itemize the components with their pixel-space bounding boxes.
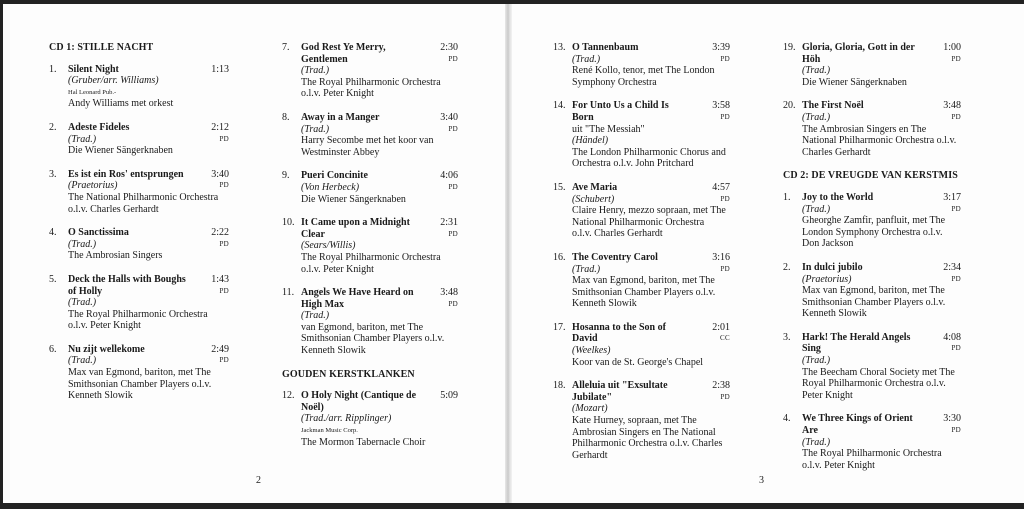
track-entry <box>282 287 458 357</box>
track-details <box>301 390 458 448</box>
track-number: 12. <box>282 390 295 402</box>
track-entry <box>783 332 961 402</box>
track-number: 1. <box>783 191 791 203</box>
track-title: The Coventry Carol <box>572 251 658 263</box>
track-entry <box>282 112 458 158</box>
track-duration: 3:30 <box>943 413 961 425</box>
track-duration: 3:58 <box>712 100 730 112</box>
track-composer: (Trad.) <box>572 53 601 65</box>
track-details <box>802 413 961 471</box>
track-details <box>68 169 229 215</box>
rights-code: PD <box>219 134 229 143</box>
track-number: 15. <box>553 181 566 193</box>
track-number: 8. <box>282 111 290 123</box>
track-details <box>802 262 961 320</box>
track-entry <box>282 42 458 100</box>
track-details <box>572 380 730 461</box>
track-number: 3. <box>49 168 57 180</box>
track-duration: 4:06 <box>440 170 458 182</box>
track-title: Pueri Concinite <box>301 170 368 182</box>
rights-code: PD <box>219 181 229 190</box>
track-composer: (Händel) <box>572 135 609 147</box>
track-entry <box>783 262 961 320</box>
track-title: Away in a Manger <box>301 111 380 123</box>
track-performer: The Royal Philharmonic Orchestra o.l.v. Peter Knight <box>802 448 942 471</box>
track-performer: Claire Henry, mezzo sopraan, met The National Philharmonic Orchestra o.l.v. Charles Gerhardt <box>572 205 726 240</box>
track-title: Es ist ein Ros' entsprungen <box>68 168 184 180</box>
track-composer: (Trad.) <box>68 297 97 309</box>
track-duration: 3:17 <box>943 191 961 203</box>
rights-code: PD <box>448 182 458 191</box>
track-performer: The Ambrosian Singers <box>68 250 163 262</box>
rights-code: PD <box>720 54 730 63</box>
rights-code: PD <box>448 299 458 308</box>
track-details <box>802 42 961 88</box>
track-duration: 1:13 <box>211 63 229 75</box>
track-number: 2. <box>783 261 791 273</box>
track-details <box>572 42 730 88</box>
track-details <box>68 122 229 157</box>
track-duration: 2:31 <box>440 217 458 229</box>
track-composer: (Trad.) <box>68 355 97 367</box>
track-title: Joy to the World <box>802 191 874 203</box>
track-composer: (Trad.) <box>301 123 330 135</box>
track-composer: (Trad.) <box>802 65 831 77</box>
track-composer: (Trad./arr. Ripplinger) <box>301 413 392 425</box>
track-performer: Die Wiener Sängerknaben <box>802 76 907 88</box>
track-duration: 1:00 <box>943 42 961 53</box>
track-duration: 3:40 <box>440 111 458 123</box>
track-composer: (Trad.) <box>301 310 330 322</box>
track-details <box>301 217 458 275</box>
track-title: O Holy Night (Cantique de Noël) <box>301 390 417 413</box>
track-entry <box>553 42 730 88</box>
scan-border-left <box>0 0 3 509</box>
track-entry <box>783 192 961 250</box>
track-entry <box>49 344 229 402</box>
track-number: 1. <box>49 63 57 75</box>
page-number-right: 3 <box>759 475 764 486</box>
tracklist-column-3 <box>553 42 730 473</box>
rights-code: PD <box>448 54 458 63</box>
track-details <box>572 322 730 368</box>
track-performer: The Beecham Choral Society met The Royal Philharmonic Orchestra o.l.v. Peter Knight <box>802 366 955 401</box>
rights-code: PD <box>720 194 730 203</box>
track-details <box>301 170 458 205</box>
track-details <box>68 64 229 110</box>
track-performer: Gheorghe Zamfir, panfluit, met The London Symphony Orchestra o.l.v. Don Jackson <box>802 215 946 250</box>
track-details <box>802 332 961 402</box>
track-duration: 2:49 <box>211 343 229 355</box>
track-performer: Koor van de St. George's Chapel <box>572 356 704 368</box>
track-performer: Max van Egmond, bariton, met The Smithsonian Chamber Players o.l.v. Kenneth Slowik <box>572 275 716 310</box>
track-entry <box>282 390 458 448</box>
track-details <box>68 274 229 332</box>
track-entry <box>49 227 229 262</box>
rights-code: PD <box>951 274 961 283</box>
track-duration: 2:01 <box>712 321 730 333</box>
track-number: 5. <box>49 273 57 285</box>
track-composer: (Trad.) <box>572 263 601 275</box>
track-performer: Max van Egmond, bariton, met The Smithsonian Chamber Players o.l.v. Kenneth Slowik <box>68 367 212 402</box>
track-number: 11. <box>282 287 295 299</box>
track-performer: The Royal Philharmonic Orchestra o.l.v. Peter Knight <box>68 308 208 332</box>
track-details <box>68 227 229 262</box>
track-composer: (Weelkes) <box>572 345 611 357</box>
track-duration: 3:16 <box>712 251 730 263</box>
rights-code: PD <box>219 356 229 365</box>
track-details <box>572 182 730 240</box>
track-performer: Max van Egmond, bariton, met The Smithsonian Chamber Players o.l.v. Kenneth Slowik <box>802 285 946 320</box>
track-composer: (Gruber/arr. Williams) <box>68 75 159 87</box>
track-entry <box>282 170 458 205</box>
track-composer: (Von Herbeck) <box>301 181 360 193</box>
track-entry <box>783 413 961 471</box>
track-title: Adeste Fideles <box>68 121 130 133</box>
track-title: Ave Maria <box>572 181 618 193</box>
track-details <box>301 42 458 100</box>
track-duration: 2:30 <box>440 42 458 53</box>
track-number: 4. <box>783 413 791 425</box>
rights-code: PD <box>720 264 730 273</box>
tracklist-column-4 <box>783 42 961 483</box>
track-performer: Die Wiener Sängerknaben <box>68 145 173 157</box>
rights-code: PD <box>951 54 961 63</box>
track-performer: The Ambrosian Singers en The National Philharmonic Orchestra o.l.v. Charles Gerhardt <box>802 123 957 158</box>
track-number: 17. <box>553 321 566 333</box>
track-details <box>301 112 458 158</box>
track-composer: (Trad.) <box>802 111 831 123</box>
booklet-gutter <box>505 4 512 503</box>
scan-border-bottom <box>0 503 1024 509</box>
track-performer: René Kollo, tenor, met The London Symphony Orchestra <box>572 65 715 88</box>
track-title: The First Noël <box>802 100 864 112</box>
track-composer: (Mozart) <box>572 403 608 415</box>
track-number: 16. <box>553 251 566 263</box>
track-duration: 3:40 <box>211 168 229 180</box>
track-duration: 3:48 <box>440 287 458 299</box>
track-title: Angels We Have Heard on High Max <box>301 287 414 310</box>
track-entry <box>553 380 730 461</box>
rights-code: PD <box>951 204 961 213</box>
track-duration: 5:09 <box>440 390 458 402</box>
track-entry <box>49 122 229 157</box>
track-duration: 2:34 <box>943 261 961 273</box>
track-title: Silent Night <box>68 63 119 75</box>
rights-code: PD <box>951 344 961 353</box>
track-title: Deck the Halls with Boughs of Holly <box>68 273 186 297</box>
track-number: 10. <box>282 217 295 229</box>
track-performer: The London Philharmonic Chorus and Orchestra o.l.v. John Pritchard <box>572 146 726 170</box>
track-entry <box>49 64 229 110</box>
track-details <box>68 344 229 402</box>
rights-code: PD <box>219 239 229 248</box>
track-entry <box>282 217 458 275</box>
track-number: 9. <box>282 170 290 182</box>
track-performer: The Mormon Tabernacle Choir <box>301 436 426 448</box>
tracklist-column-1 <box>49 42 229 414</box>
rights-code: PD <box>720 112 730 121</box>
track-publisher: Jackman Music Corp. <box>301 427 358 435</box>
track-details <box>301 287 458 357</box>
track-title: God Rest Ye Merry, Gentlemen <box>301 42 386 65</box>
track-composer: (Schubert) <box>572 193 615 205</box>
track-details <box>802 192 961 250</box>
track-publisher: Hal Leonard Pub.- <box>68 88 117 96</box>
track-performer: The Royal Philharmonic Orchestra o.l.v. Peter Knight <box>301 251 441 275</box>
track-composer: (Trad.) <box>802 436 831 448</box>
track-entry <box>553 252 730 310</box>
track-number: 18. <box>553 380 566 392</box>
rights-code: PD <box>720 392 730 401</box>
track-composer: (Praetorius) <box>68 180 118 192</box>
track-entry <box>49 274 229 332</box>
track-number: 2. <box>49 121 57 133</box>
track-title: For Unto Us a Child Is Born <box>572 100 669 123</box>
track-duration: 3:48 <box>943 100 961 112</box>
track-title: We Three Kings of Orient Are <box>802 413 913 437</box>
track-number: 3. <box>783 331 791 343</box>
track-performer: Die Wiener Sängerknaben <box>301 193 406 205</box>
track-number: 19. <box>783 42 796 53</box>
track-performer: Harry Secombe met het koor van Westminster Abbey <box>301 135 434 158</box>
track-entry <box>553 100 730 170</box>
track-title: Hark! The Herald Angels Sing <box>802 331 911 355</box>
track-title: It Came upon a Midnight Clear <box>301 217 410 240</box>
track-performer: van Egmond, bariton, met The Smithsonian Chamber Players o.l.v. Kenneth Slowik <box>301 321 445 357</box>
section-heading: GOUDEN KERSTKLANKEN <box>282 368 415 380</box>
track-number: 6. <box>49 343 57 355</box>
track-title: In dulci jubilo <box>802 261 863 273</box>
track-entry <box>553 322 730 368</box>
track-title: O Tannenbaum <box>572 42 639 53</box>
rights-code: CC <box>720 334 730 343</box>
track-title: Gloria, Gloria, Gott in der Höh <box>802 42 915 65</box>
track-duration: 3:39 <box>712 42 730 53</box>
track-title: Nu zijt wellekome <box>68 343 145 355</box>
track-composer: (Trad.) <box>68 133 97 145</box>
section-heading: CD 2: DE VREUGDE VAN KERSTMIS <box>783 170 958 182</box>
track-entry <box>553 182 730 240</box>
scan-border-top <box>0 0 1024 4</box>
track-composer: (Trad.) <box>802 355 831 367</box>
track-composer: (Sears/Willis) <box>301 240 356 252</box>
track-details <box>572 100 730 170</box>
track-composer: (Trad.) <box>802 203 831 215</box>
track-duration: 4:08 <box>943 331 961 343</box>
track-composer: (Praetorius) <box>802 273 852 285</box>
track-entry <box>49 169 229 215</box>
track-number: 20. <box>783 100 796 112</box>
track-composer: (Trad.) <box>68 238 97 250</box>
track-subtitle: uit "The Messiah" <box>572 123 645 135</box>
track-details <box>802 100 961 158</box>
track-title: Alleluia uit "Exsultate Jubilate" <box>572 380 668 403</box>
rights-code: PD <box>448 124 458 133</box>
rights-code: PD <box>219 286 229 295</box>
track-number: 14. <box>553 100 566 112</box>
tracklist-column-2 <box>282 42 458 460</box>
rights-code: PD <box>951 112 961 121</box>
track-entry <box>783 100 961 158</box>
track-title: Hosanna to the Son of David <box>572 321 666 345</box>
rights-code: PD <box>448 229 458 238</box>
track-entry <box>783 42 961 88</box>
track-number: 13. <box>553 42 566 53</box>
track-performer: The National Philharmonic Orchestra o.l.v. Charles Gerhardt <box>68 191 219 215</box>
track-duration: 2:12 <box>211 121 229 133</box>
track-performer: Andy Williams met orkest <box>68 98 174 110</box>
track-details <box>572 252 730 310</box>
track-duration: 2:22 <box>211 227 229 239</box>
track-composer: (Trad.) <box>301 65 330 77</box>
track-title: O Sanctissima <box>68 227 129 239</box>
track-performer: The Royal Philharmonic Orchestra o.l.v. Peter Knight <box>301 76 441 100</box>
track-duration: 2:38 <box>712 380 730 392</box>
track-duration: 4:57 <box>712 181 730 193</box>
track-performer: Kate Hurney, sopraan, met The Ambrosian Singers en The National Philharmonic Orchestra o.l.v. Charles Gerhardt <box>572 415 723 461</box>
track-duration: 1:43 <box>211 273 229 285</box>
page-number-left: 2 <box>256 475 261 486</box>
rights-code: PD <box>951 426 961 435</box>
section-heading: CD 1: STILLE NACHT <box>49 42 154 53</box>
track-number: 4. <box>49 227 57 239</box>
track-number: 7. <box>282 42 290 53</box>
